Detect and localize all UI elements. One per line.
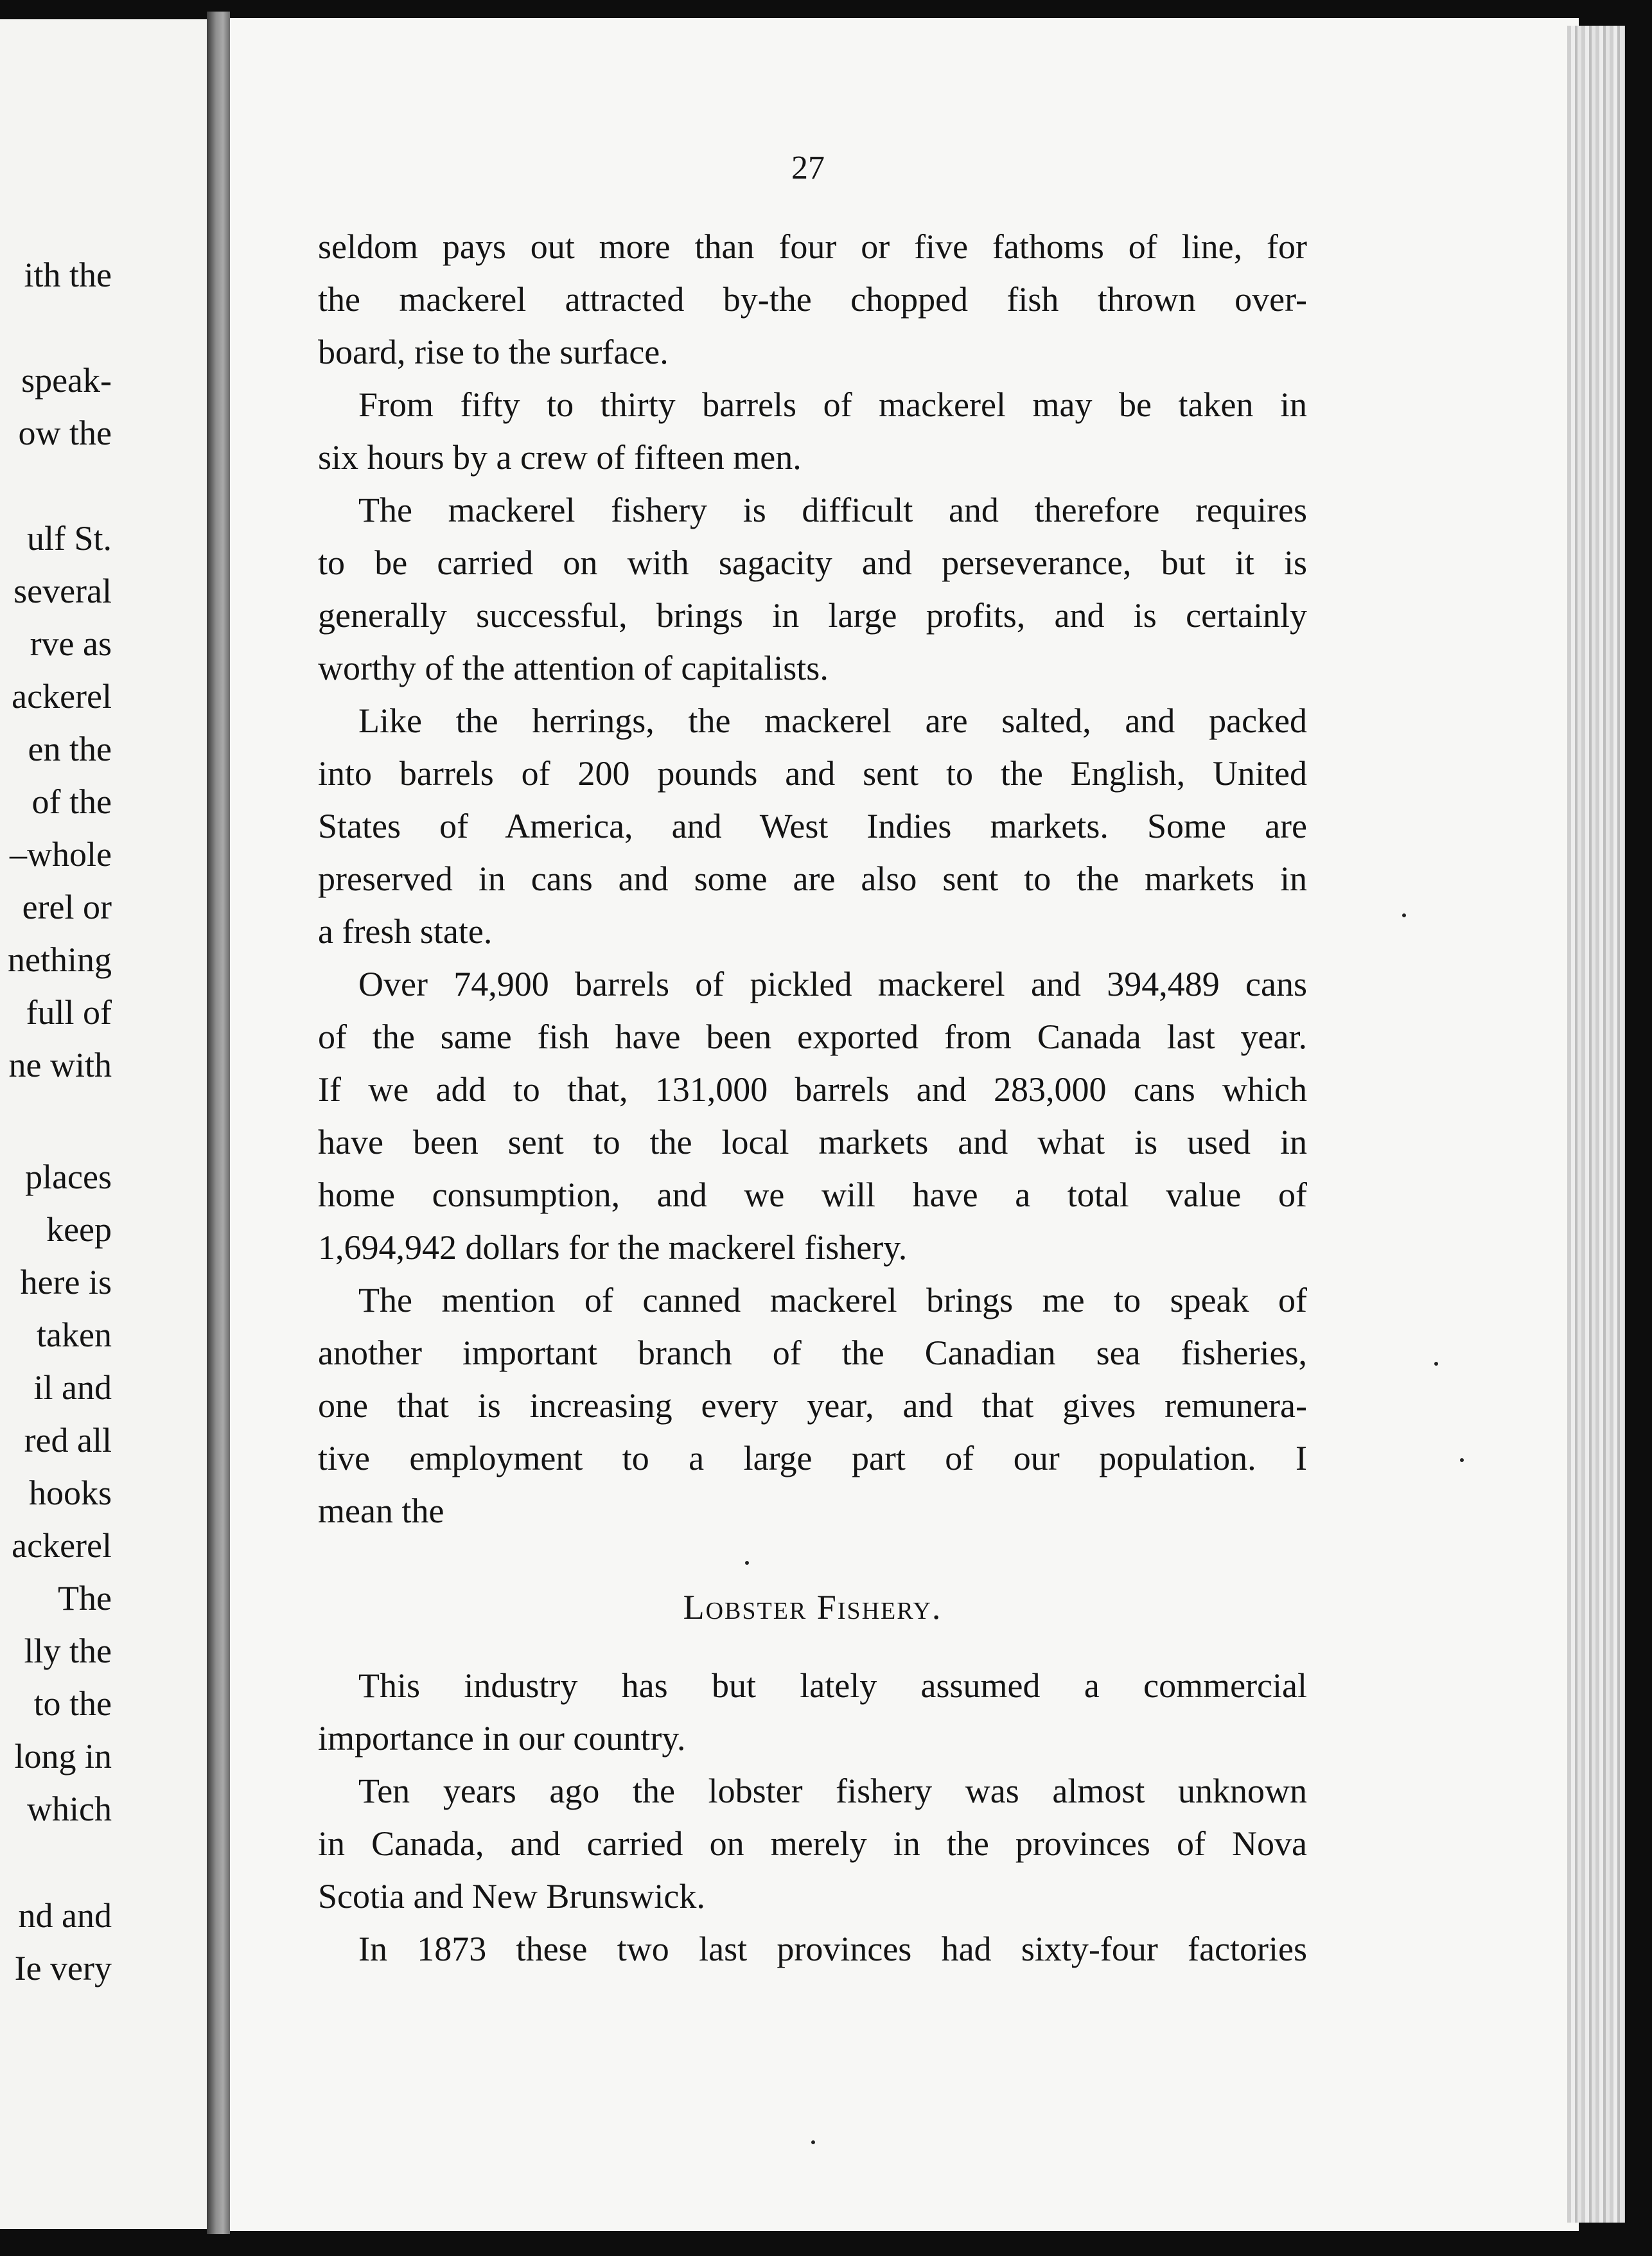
left-line: full of <box>26 993 112 1032</box>
body-line: a fresh state. <box>318 912 493 951</box>
left-line: which <box>27 1790 112 1828</box>
body-line: Over 74,900 barrels of pickled mackerel and 394,489 cans <box>358 965 1307 1003</box>
scan-speck <box>1434 1362 1438 1366</box>
section-line: This industry has but lately assumed a commercial <box>358 1666 1307 1705</box>
body-line: six hours by a crew of fifteen men. <box>318 438 802 477</box>
body-line: another important branch of the Canadian sea fisheries, <box>318 1334 1307 1372</box>
body-line: the mackerel attracted by-the chopped fish thrown over- <box>318 280 1307 319</box>
body-line: tive employment to a large part of our population. I <box>318 1439 1307 1477</box>
book-gutter <box>207 12 230 2234</box>
body-line: one that is increasing every year, and that gives remunera- <box>318 1386 1307 1425</box>
left-line: ulf St. <box>26 519 112 558</box>
left-line: en the <box>28 730 112 768</box>
left-line: here is <box>20 1263 112 1301</box>
body-line: seldom pays out more than four or five fathoms of line, for <box>318 227 1307 266</box>
body-line: From fifty to thirty barrels of mackerel may be taken in <box>358 385 1307 424</box>
body-line: have been sent to the local markets and what is used in <box>318 1123 1307 1161</box>
body-line: The mackerel fishery is difficult and therefore requires <box>358 491 1307 529</box>
body-line: States of America, and West Indies markets. Some are <box>318 807 1307 845</box>
left-line: nd and <box>18 1896 112 1935</box>
page-edges <box>1567 26 1625 2223</box>
body-line: worthy of the attention of capitalists. <box>318 649 829 687</box>
scan-speck <box>811 2140 815 2144</box>
left-line: ow the <box>18 414 112 452</box>
left-page-text <box>0 19 207 2229</box>
section-line: Ten years ago the lobster fishery was almost unknown <box>358 1772 1307 1810</box>
body-line: of the same fish have been exported from Canada last year. <box>318 1018 1307 1056</box>
left-line: nething <box>8 940 112 979</box>
section-line: importance in our country. <box>318 1719 686 1758</box>
body-line: Like the herrings, the mackerel are salted, and packed <box>358 701 1307 740</box>
left-line: hooks <box>28 1474 112 1512</box>
left-line: places <box>25 1158 112 1196</box>
left-line: long in <box>14 1737 112 1776</box>
section-line: In 1873 these two last provinces had sixty-four factories <box>358 1930 1307 1968</box>
scan-speck <box>745 1561 749 1565</box>
left-line: ith the <box>24 256 112 294</box>
section-heading: Lobster Fishery. <box>683 1588 942 1626</box>
page-number: 27 <box>791 150 825 186</box>
left-line: lly the <box>24 1632 112 1670</box>
left-line: Ie very <box>14 1949 112 1987</box>
body-line: mean the <box>318 1492 444 1530</box>
body-line: to be carried on with sagacity and perseverance, but it is <box>318 543 1307 582</box>
body-line: If we add to that, 131,000 barrels and 283,000 cans which <box>318 1070 1307 1109</box>
left-line: –whole <box>10 835 112 874</box>
left-line: erel or <box>22 888 112 926</box>
left-line: ackerel <box>12 1526 112 1565</box>
body-line: preserved in cans and some are also sent to the markets in <box>318 859 1307 898</box>
body-line: generally successful, brings in large profits, and is certainly <box>318 596 1307 635</box>
left-line: several <box>13 572 112 610</box>
left-line: of the <box>31 782 112 821</box>
body-line: home consumption, and we will have a total value of <box>318 1176 1307 1214</box>
left-line: keep <box>46 1210 112 1249</box>
scan-speck <box>1402 913 1406 917</box>
left-line: il and <box>33 1368 112 1407</box>
body-line: 1,694,942 dollars for the mackerel fishery. <box>318 1228 908 1267</box>
section-line: Scotia and New Brunswick. <box>318 1877 705 1916</box>
scan-speck <box>1460 1458 1464 1462</box>
body-line: The mention of canned mackerel brings me to speak of <box>358 1281 1307 1319</box>
left-facing-page <box>0 19 207 2229</box>
left-line: red all <box>24 1421 112 1459</box>
left-line: speak- <box>21 361 112 400</box>
section-line: in Canada, and carried on merely in the provinces of Nova <box>318 1824 1307 1863</box>
left-line: The <box>58 1579 112 1617</box>
left-line: rve as <box>30 624 112 663</box>
left-line: taken <box>37 1316 112 1354</box>
left-line: ackerel <box>12 677 112 716</box>
left-line: ne with <box>8 1046 112 1084</box>
left-line: to the <box>33 1684 112 1723</box>
body-line: into barrels of 200 pounds and sent to the English, United <box>318 754 1307 793</box>
body-line: board, rise to the surface. <box>318 333 669 371</box>
